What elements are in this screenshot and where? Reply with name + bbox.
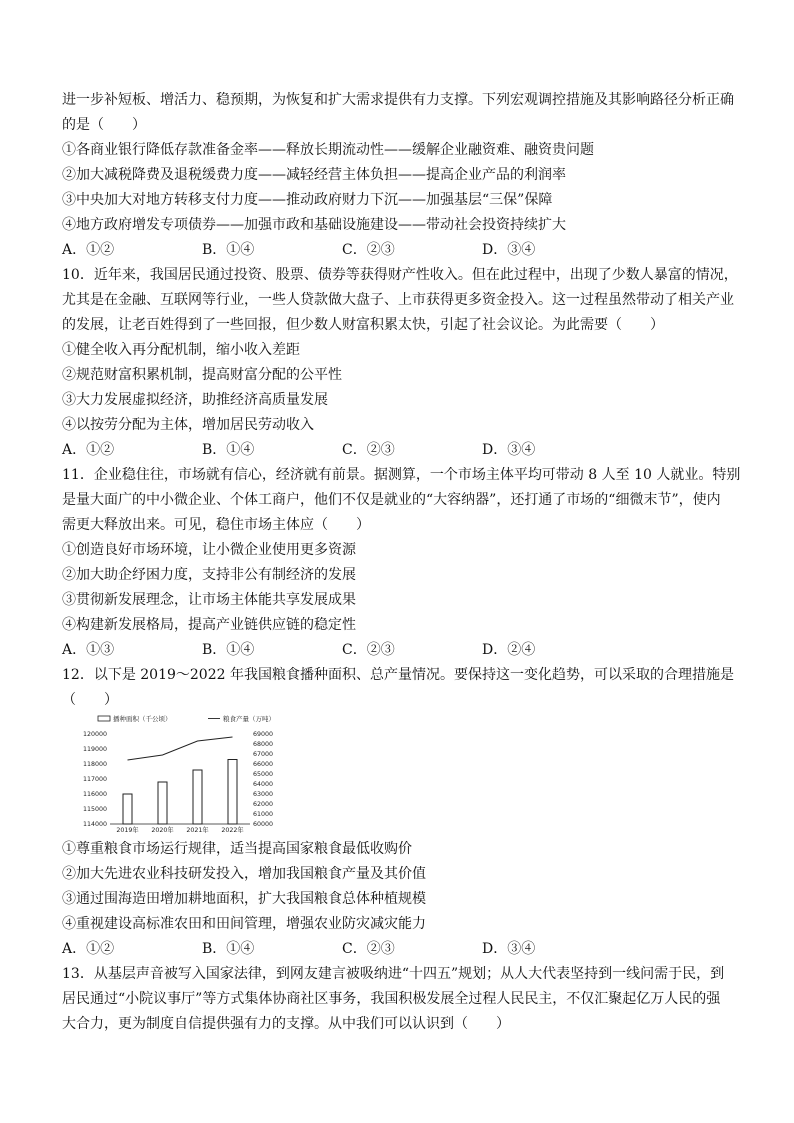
q11-option-b: B．①④: [202, 642, 255, 658]
q12-item-2: ②加大先进农业科技研发投入，增加我国粮食产量及其价值: [62, 866, 426, 882]
q12-options: [62, 938, 622, 960]
q9-option-d: D．③④: [482, 242, 536, 258]
q9-item-2: ②加大减税降费及退税缓费力度——减轻经营主体负担——提高企业产品的利润率: [62, 167, 566, 183]
q10-option-b: B．①④: [202, 442, 255, 458]
left-axis-tick-label: 118000: [82, 761, 107, 769]
x-axis-labels: [116, 825, 244, 834]
q11-option-a: A．①③: [62, 642, 115, 658]
right-axis-ticks: [253, 731, 273, 828]
right-axis-tick-label: 69000: [253, 731, 274, 739]
q10-option-d: D．③④: [482, 442, 536, 458]
q10-item-1: ①健全收入再分配机制，缩小收入差距: [62, 342, 300, 358]
right-axis-tick-label: 62000: [253, 801, 274, 809]
left-axis-ticks: [83, 731, 107, 828]
q9-stem-line-1: 进一步补短板、增活力、稳预期，为恢复和扩大需求提供有力支撑。下列宏观调控措施及其影响路径分析正确: [62, 92, 734, 108]
q12-item-3: ③通过围海造田增加耕地面积，扩大我国粮食总体种植规模: [62, 891, 426, 907]
right-axis-tick-label: 60000: [253, 821, 274, 829]
q11-stem-line-2: 是量大面广的中小微企业、个体工商户，他们不仅是就业的“大容纳器”，还打通了市场的“细微末节”，使内: [62, 492, 721, 508]
q10-stem-line-2: 尤其是在金融、互联网等行业，一些人贷款做大盘子、上市获得更多资金投入。这一过程虽然带动了相关产业: [62, 292, 734, 308]
bar-2022年: [228, 760, 237, 825]
q12-stem-line-2: （ ）: [62, 692, 118, 708]
q9-option-b: B．①④: [202, 242, 255, 258]
q12-option-d: D．③④: [482, 941, 536, 957]
q9-item-4: ④地方政府增发专项债券——加强市政和基础设施建设——带动社会投资持续扩大: [62, 217, 566, 233]
left-axis-tick-label: 120000: [82, 731, 107, 739]
q11-item-3: ③贯彻新发展理念，让市场主体能共享发展成果: [62, 592, 356, 608]
q11-stem-line-3: 需更大释放出来。可见，稳住市场主体应（ ）: [62, 517, 370, 533]
x-axis-label: 2019年: [116, 827, 139, 834]
q9-stem-line-2: 的是（ ）: [62, 117, 146, 133]
q10-stem-line-3: 的发展，让老百姓得到了一些回报，但少数人财富积累太快，引起了社会议论。为此需要（ ）: [62, 317, 664, 333]
right-axis-tick-label: 66000: [253, 761, 274, 769]
q12-item-4: ④重视建设高标准农田和田间管理，增强农业防灾减灾能力: [62, 916, 426, 932]
left-axis-tick-label: 116000: [82, 791, 107, 799]
q11-option-d: D．②④: [482, 642, 536, 658]
left-axis-tick-label: 115000: [82, 806, 107, 814]
x-axis-label: 2022年: [221, 827, 244, 834]
legend-line-label: 粮食产量（万吨）: [223, 715, 275, 723]
q11-item-1: ①创造良好市场环境，让小微企业使用更多资源: [62, 542, 356, 558]
q11-item-2: ②加大助企纾困力度，支持非公有制经济的发展: [62, 567, 356, 583]
x-axis-label: 2021年: [186, 827, 209, 834]
right-axis-tick-label: 68000: [253, 741, 274, 749]
q12-option-b: B．①④: [202, 941, 255, 957]
grain-output-line: [128, 737, 233, 760]
q12-item-1: ①尊重粮食市场运行规律，适当提高国家粮食最低收购价: [62, 841, 412, 857]
q9-option-a: A．①②: [62, 242, 115, 258]
legend-bar-label: 播种面积（千公顷）: [113, 715, 172, 723]
right-axis-tick-label: 63000: [253, 791, 274, 799]
q12-stem-line-1: 12．以下是 2019～2022 年我国粮食播种面积、总产量情况。要保持这一变化趋势，可以采取的合理措施是: [62, 667, 734, 683]
q10-item-2: ②规范财富积累机制，提高财富分配的公平性: [62, 367, 342, 383]
right-axis-tick-label: 64000: [253, 781, 274, 789]
right-axis-tick-label: 61000: [253, 811, 274, 819]
bar-2020年: [158, 782, 167, 824]
q12-option-a: A．①②: [62, 941, 115, 957]
q9-item-3: ③中央加大对地方转移支付力度——推动政府财力下沉——加强基层“三保”保障: [62, 192, 553, 208]
q10-stem-line-1: 10．近年来，我国居民通过投资、股票、债券等获得财产性收入。但在此过程中，出现了少数人暴富的情况，: [62, 267, 738, 283]
q12-option-c: C．②③: [342, 941, 395, 957]
q9-option-c: C．②③: [342, 242, 395, 258]
chart-legend: [98, 714, 275, 723]
q11-options: [62, 639, 622, 661]
q10-options: [62, 439, 622, 461]
left-axis-tick-label: 117000: [82, 776, 107, 784]
q11-option-c: C．②③: [342, 642, 395, 658]
left-axis-tick-label: 119000: [82, 746, 107, 754]
q9-options: [62, 239, 622, 261]
right-axis-tick-label: 65000: [253, 771, 274, 779]
q13-stem-line-1: 13．从基层声音被写入国家法律，到网友建言被吸纳进“十四五”规划；从人大代表坚持到一线问需于民，到: [62, 966, 725, 982]
q10-item-4: ④以按劳分配为主体，增加居民劳动收入: [62, 417, 314, 433]
bar-series: [123, 760, 237, 825]
q10-option-a: A．①②: [62, 442, 115, 458]
q11-item-4: ④构建新发展格局，提高产业链供应链的稳定性: [62, 617, 356, 633]
q13-stem-line-2: 居民通过“小院议事厅”等方式集体协商社区事务，我国积极发展全过程人民民主，不仅汇聚起亿万人民的强: [62, 991, 721, 1007]
bar-2021年: [193, 770, 202, 824]
q11-stem-line-1: 11．企业稳住往，市场就有信心，经济就有前景。据测算，一个市场主体平均可带动 8 人至 10 人就业。特别: [62, 467, 741, 483]
legend-bar-swatch: [98, 716, 110, 721]
q10-option-c: C．②③: [342, 442, 395, 458]
q13-stem-line-3: 大合力，更为制度自信提供强有力的支撑。从中我们可以认识到（ ）: [62, 1016, 510, 1032]
bar-2019年: [123, 794, 132, 824]
x-axis-label: 2020年: [151, 827, 174, 834]
line-series: [128, 737, 233, 760]
right-axis-tick-label: 67000: [253, 751, 274, 759]
left-axis-tick-label: 114000: [82, 821, 107, 829]
q9-item-1: ①各商业银行降低存款准备金率——释放长期流动性——缓解企业融资难、融资贵问题: [62, 142, 594, 158]
grain-chart: [70, 712, 330, 840]
q10-item-3: ③大力发展虚拟经济，助推经济高质量发展: [62, 392, 328, 408]
